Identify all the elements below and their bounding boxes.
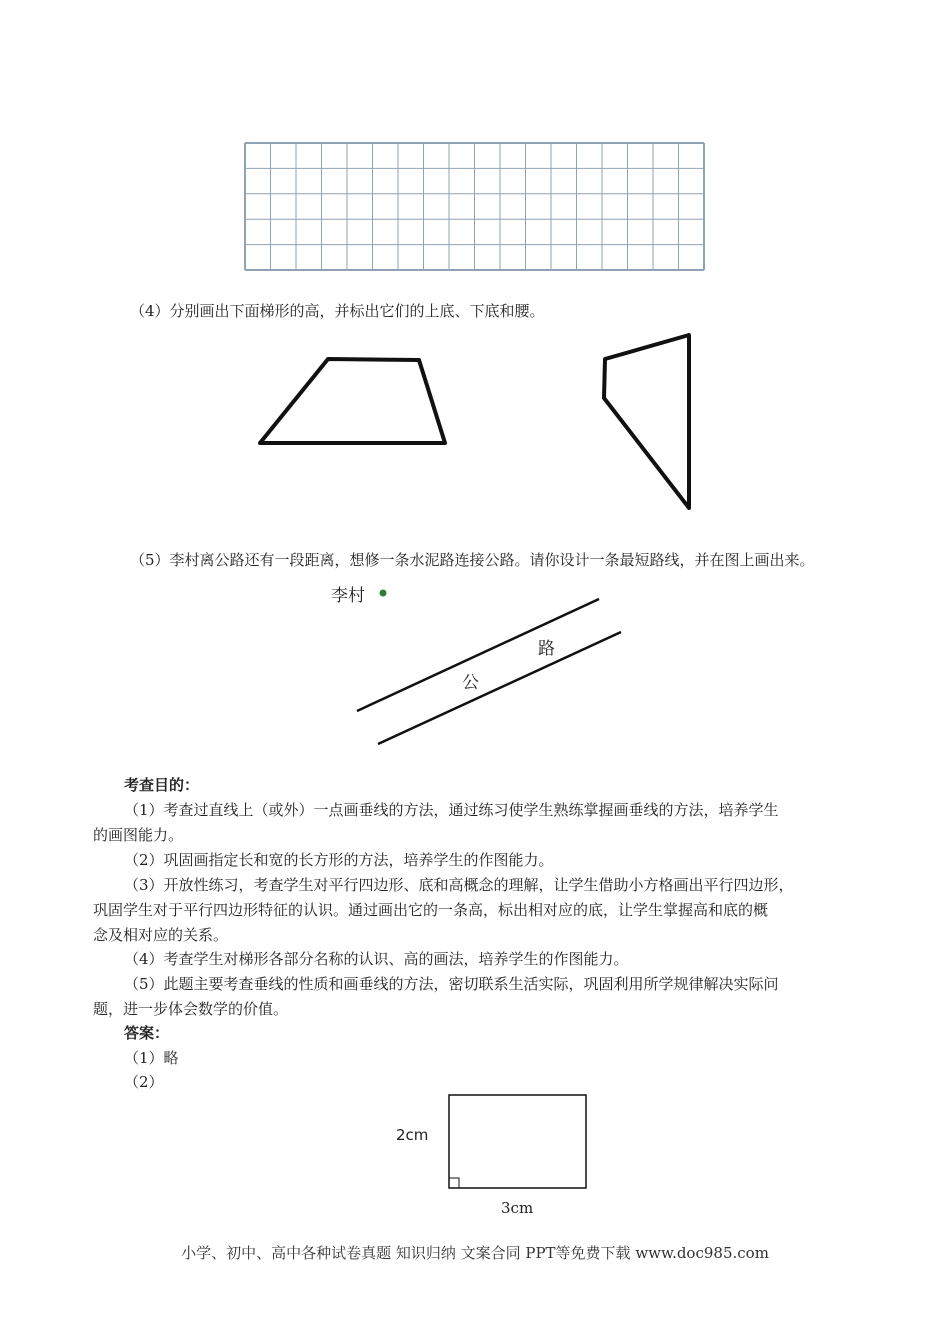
purpose-p1-line2: 的画图能力。: [93, 826, 184, 844]
purpose-p3-line3: 念及相对应的关系。: [93, 926, 229, 944]
village-label: 李村: [331, 586, 365, 606]
purpose-p3-line2: 巩固学生对于平行四边形特征的认识。通过画出它的一条高，标出相对应的底，让学生掌握高和底的概: [93, 901, 769, 919]
purpose-p5-line1: （5）此题主要考查垂线的性质和画垂线的方法，密切联系生活实际，巩固利用所学规律解决实际问: [124, 975, 779, 993]
road-char-gong: 公: [462, 673, 479, 693]
answer-2: （2）: [124, 1073, 164, 1091]
q5-text: （5）李村离公路还有一段距离，想修一条水泥路连接公路。请你设计一条最短路线，并在图上画出来。: [130, 551, 815, 569]
answer-rectangle: [449, 1095, 586, 1188]
purpose-p3-line1: （3）开放性练习，考查学生对平行四边形、底和高概念的理解，让学生借助小方格画出平行四边形，: [124, 876, 794, 894]
answer-1: （1）略: [124, 1049, 179, 1067]
purpose-title: 考查目的：: [124, 776, 200, 794]
q4-text: （4）分别画出下面梯形的高，并标出它们的上底、下底和腰。: [130, 302, 545, 320]
purpose-p1-line1: （1）考查过直线上（或外）一点画垂线的方法，通过练习使学生熟练掌握画垂线的方法，培养学生: [124, 801, 779, 819]
rect-width-label: 3cm: [501, 1199, 534, 1217]
purpose-p4: （4）考查学生对梯形各部分名称的认识、高的画法，培养学生的作图能力。: [124, 950, 629, 968]
footer-text: 小学、初中、高中各种试卷真题 知识归纳 文案合同 PPT等免费下载 www.doc985.com: [181, 1244, 769, 1262]
road-char-lu: 路: [538, 639, 555, 659]
purpose-p2: （2）巩固画指定长和宽的长方形的方法，培养学生的作图能力。: [124, 851, 554, 869]
purpose-p5-line2: 题，进一步体会数学的价值。: [93, 1000, 289, 1018]
answer-title: 答案：: [124, 1024, 170, 1042]
rect-height-label: 2cm: [396, 1126, 429, 1144]
right-angle-mark: [449, 1178, 459, 1188]
